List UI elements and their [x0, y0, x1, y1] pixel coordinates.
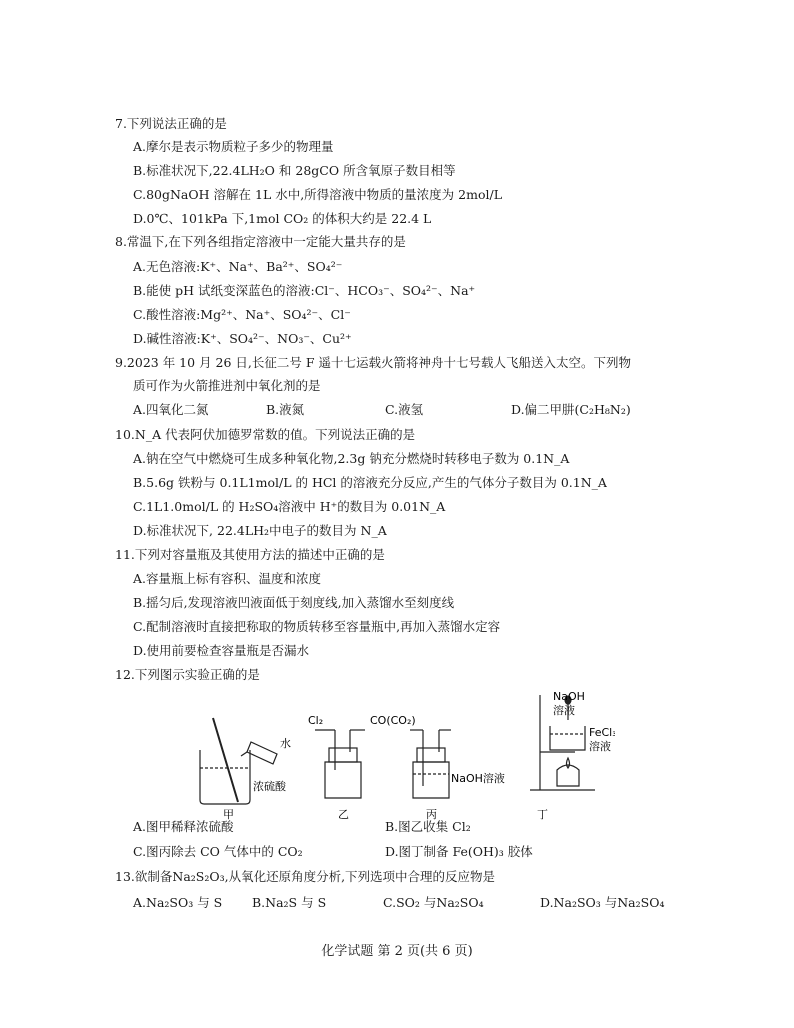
q7-option-c: C.80gNaOH 溶解在 1L 水中,所得溶液中物质的量浓度为 2mol/L [133, 187, 503, 202]
figure-caption-bing: 丙 [426, 808, 437, 820]
q12-option-d: D.图丁制备 Fe(OH)₃ 胶体 [385, 844, 533, 859]
q8-option-d: D.碱性溶液:K⁺、SO₄²⁻、NO₃⁻、Cu²⁺ [133, 331, 352, 346]
q9-option-c: C.液氢 [385, 402, 424, 417]
figure-label-co: CO(CO₂) [370, 714, 416, 727]
question-7-stem: 7.下列说法正确的是 [115, 116, 227, 131]
figure-caption-yi: 乙 [338, 808, 349, 820]
page-footer: 化学试题 第 2 页(共 6 页) [321, 944, 473, 959]
figure-label-cl2: Cl₂ [308, 714, 324, 727]
q7-option-b: B.标准状况下,22.4LH₂O 和 28gCO 所含氧原子数目相等 [133, 163, 456, 178]
q7-option-a: A.摩尔是表示物质粒子多少的物理量 [133, 139, 334, 154]
question-10-stem: 10.N_A 代表阿伏加德罗常数的值。下列说法正确的是 [115, 427, 416, 442]
question-13-stem: 13.欲制备Na₂S₂O₃,从氧化还原角度分析,下列选项中合理的反应物是 [115, 869, 496, 884]
figure-caption-ding: 丁 [537, 808, 548, 820]
question-9-stem: 9.2023 年 10 月 26 日,长征二号 F 遥十七运载火箭将神舟十七号载人飞船送入太空。下列物 [115, 355, 632, 370]
q11-option-a: A.容量瓶上标有容积、温度和浓度 [133, 571, 322, 586]
q12-option-b: B.图乙收集 Cl₂ [385, 819, 471, 834]
question-9-stem-cont: 质可作为火箭推进剂中氧化剂的是 [133, 378, 321, 393]
q12-option-c: C.图丙除去 CO 气体中的 CO₂ [133, 844, 303, 859]
figure-label-naoh: NaOH [553, 690, 585, 703]
q7-option-d: D.0℃、101kPa 下,1mol CO₂ 的体积大约是 22.4 L [133, 211, 432, 226]
q13-option-d: D.Na₂SO₃ 与Na₂SO₄ [540, 895, 665, 910]
q8-option-a: A.无色溶液:K⁺、Na⁺、Ba²⁺、SO₄²⁻ [133, 259, 343, 274]
q10-option-a: A.钠在空气中燃烧可生成多种氧化物,2.3g 钠充分燃烧时转移电子数为 0.1N_A [133, 451, 570, 466]
q10-option-b: B.5.6g 铁粉与 0.1L1mol/L 的 HCl 的溶液充分反应,产生的气体分子数目为 0.1N_A [133, 475, 607, 490]
experiment-figure-svg [195, 690, 615, 820]
figure-label-solution-2: 溶液 [589, 740, 611, 753]
figure-yi-apparatus [315, 730, 365, 798]
q8-option-c: C.酸性溶液:Mg²⁺、Na⁺、SO₄²⁻、Cl⁻ [133, 307, 351, 322]
q8-option-b: B.能使 pH 试纸变深蓝色的溶液:Cl⁻、HCO₃⁻、SO₄²⁻、Na⁺ [133, 283, 476, 298]
q9-option-a: A.四氧化二氮 [133, 402, 209, 417]
q9-option-b: B.液氮 [266, 402, 305, 417]
question-11-stem: 11.下列对容量瓶及其使用方法的描述中正确的是 [115, 547, 385, 562]
q13-option-c: C.SO₂ 与Na₂SO₄ [383, 895, 484, 910]
q11-option-d: D.使用前要检查容量瓶是否漏水 [133, 643, 310, 658]
q11-option-c: C.配制溶液时直接把称取的物质转移至容量瓶中,再加入蒸馏水定容 [133, 619, 501, 634]
question-12-stem: 12.下列图示实验正确的是 [115, 667, 260, 682]
figure-label-water: 水 [280, 737, 291, 750]
experiment-figure [195, 690, 615, 820]
q10-option-c: C.1L1.0mol/L 的 H₂SO₄溶液中 H⁺的数目为 0.01N_A [133, 499, 446, 514]
figure-bing-apparatus [410, 730, 451, 798]
question-8-stem: 8.常温下,在下列各组指定溶液中一定能大量共存的是 [115, 234, 406, 249]
q10-option-d: D.标准状况下, 22.4LH₂中电子的数目为 N_A [133, 523, 387, 538]
figure-label-fecl3: FeCl₃ [589, 726, 615, 739]
figure-caption-jia: 甲 [223, 808, 234, 820]
figure-label-acid: 浓硫酸 [253, 780, 286, 793]
q11-option-b: B.摇匀后,发现溶液凹液面低于刻度线,加入蒸馏水至刻度线 [133, 595, 455, 610]
q12-option-a: A.图甲稀释浓硫酸 [133, 819, 234, 834]
figure-label-solution: 溶液 [553, 704, 575, 717]
figure-label-naoh-solution: NaOH溶液 [451, 772, 505, 785]
q13-option-a: A.Na₂SO₃ 与 S [133, 895, 223, 910]
q9-option-d: D.偏二甲肼(C₂H₈N₂) [511, 402, 631, 417]
q13-option-b: B.Na₂S 与 S [252, 895, 327, 910]
